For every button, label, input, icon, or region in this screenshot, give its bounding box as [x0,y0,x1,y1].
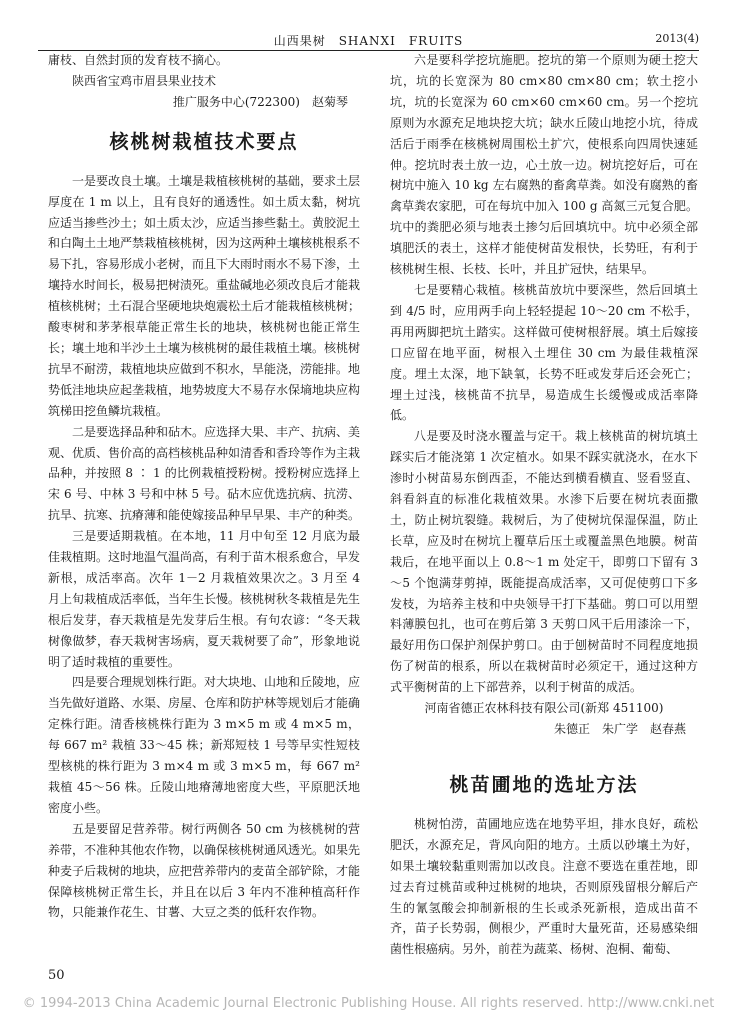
previous-article-author: 推广服务中心(722300) 赵菊琴 [172,94,348,109]
paragraph-variety: 二是要选择品种和砧木。应选择大果、丰产、抗病、美观、优质、售价高的高档核桃品种如清香和香玲等作为主栽品种，并按照 8 ∶ 1 的比例栽植授粉树。授粉树应选择上宋 6 号、中林 3 号和中林 5 号。砧木应优选抗病、抗涝、抗旱、抗寒、抗瘠薄和能使嫁接品种早早果、丰产的种类。 [48,424,361,523]
paragraph-soil: 一是要改良土壤。土壤是栽植核桃树的基础，要求土层厚度在 1 m 以上，且有良好的通透性。如土质太黏，树坑应适当掺些沙土；如土质太沙，应适当掺些黏土。黄胶泥土和白陶土土地严禁栽植核桃树，因为这两种土壤核桃根系不易下扎，容易形成小老树，而且下大雨时雨水不易下渗，土壤持水时间长，极易把树渍死。重盐碱地必须改良后才能栽植核桃树；土石混合坚硬地块炮震松土后才能栽植核桃树；酸枣树和茅茅根草能正常生长的地块，核桃树也能正常生长；壤土地和半沙土土壤为核桃树的最佳栽植土壤。核桃树抗旱不耐涝，栽植地块应做到不积水，旱能浇，涝能排。地势低洼地块应起垄栽植，地势坡度大不易存水保墒地块应构筑梯田挖鱼鳞坑栽植。 [48,173,361,418]
paragraph-nursery-site: 桃树怕涝，苗圃地应选在地势平坦，排水良好，疏松肥沃，水源充足，背风向阳的地方。土质以砂壤土为好，如果土壤较黏重则需加以改良。注意不要选在重茬地，即过去育过桃苗或种过桃树的地块，否则原残留根分解后产生的氰氢酸会抑制新根的生长或杀死新根，造成出苗不齐，苗子长势弱，侧根少，严重时大量死苗，还易感染细菌性根癌病。另外，前茬为蔬菜、杨树、泡桐、葡萄、 [390,816,698,957]
continuation-text: 庸枝、自然封顶的发育枝不摘心。 [48,53,229,67]
paragraph-pit-digging: 六是要科学挖坑施肥。挖坑的第一个原则为硬土挖大坑，坑的长宽深为 80 cm×80 cm×80 cm；软土挖小坑，坑的长宽深为 60 cm×60 cm×60 cm。另一个挖坑原则为水源充足地块挖大坑；缺水丘陵山地挖小坑，待成活后于雨季在核桃树周围松土扩穴，使根系向四周快速延伸。挖坑时表土放一边，心土放一边。树坑挖好后，可在树坑中施入 10 kg 左右腐熟的畜禽草粪。如没有腐熟的畜禽草粪农家肥，可在每坑中加入 100 g 高氮三元复合肥。坑中的粪肥必须与地表土掺匀后回填坑中。坑中必须全部填肥沃的表土，这样才能使树苗发根快，长势旺，有利于核桃树生根、长枝、长叶，并且扩冠快，结果早。 [390,53,698,277]
paragraph-planting: 七是要精心栽植。核桃苗放坑中要深些，然后回填土到 4/5 时，应用两手向上轻轻提起 10～20 cm 不松手，再用两脚把坑土踏实。这样做可使树根舒展。填土后嫁接口应留在地平面，树根入土埋住 30 cm 为最佳栽植深度。埋土太深，地下缺氧，长势不旺或发芽后还会死亡；埋土过浅，核桃苗不抗旱，易造成生长缓慢或成活率降低。 [390,282,698,423]
article-title: 核桃树栽植技术要点 [109,130,299,153]
page-number: 50 [48,968,65,983]
running-header [38,12,699,48]
journal-title: 山西果树 SHANXI FRUITS [273,34,464,48]
issue-number: 2013(4) [655,32,699,45]
paragraph-spacing: 四是要合理规划株行距。对大块地、山地和丘陵地，应当先做好道路、水渠、房屋、仓库和防护林等规划后才能确定株行距。清香核桃株行距为 3 m×5 m 或 4 m×5 m，每 667 m² 栽植 33～45 株；新郑短枝 1 号等早实性短枝型核桃的株行距为 3 m×4 m 或 3 m×5 m，每 667 m² 栽植 45～56 株。丘陵山地瘠薄地密度大些，平原肥沃地密度小些。 [48,675,361,815]
article-affiliation: 河南省德正农林科技有限公司(新郑 451100) [424,701,664,716]
article-authors: 朱德正 朱广学 赵春燕 [553,722,686,736]
paragraph-timing: 三是要适期栽植。在本地，11 月中旬至 12 月底为最佳栽植期。这时地温气温尚高，有利于苗木根系愈合，早发新根，成活率高。次年 1－2 月栽植效果次之。3 月至 4 月上旬栽植成活率低，当年生长慢。核桃树秋冬栽植是先生根后发芽，春天栽植是先发芽后生根。有句农谚：“冬天栽树像做梦，春天栽树害场病，夏天栽树要了命”，形象地说明了适时栽植的重要性。 [48,529,361,669]
left-column [48,50,360,974]
right-column [390,50,698,974]
previous-article-affiliation: 陕西省宝鸡市眉县果业技术 [72,73,217,88]
paragraph-nutrient-belt: 五是要留足营养带。树行两侧各 50 cm 为核桃树的营养带，不准种其他农作物，以确保核桃树通风透光。如果先种麦子后栽树的地块，应把营养带内的麦苗全部铲除，才能保障核桃树正常生长，并且在以后 3 年内不准种植高秆作物，只能兼作花生、甘薯、大豆之类的低秆农作物。 [48,821,361,920]
second-article-title: 桃苗圃地的选址方法 [449,773,639,796]
paragraph-watering: 八是要及时浇水覆盖与定干。栽上核桃苗的树坑填土踩实后才能浇第 1 次定植水。如果不踩实就浇水，在水下渗时小树苗易东倒西歪，不能达到横看横直、竖看竖直、斜看斜直的标准化栽植效果。水渗下后要在树坑表面撒土，防止树坑裂缝。栽树后，为了使树坑保湿保温，防止长草，应及时在树坑上覆草后压土或覆盖黑色地膜。树苗栽后，在地平面以上 0.8～1 m 处定干，即剪口下留有 3～5 个饱满芽剪掉，既能提高成活率，又可促使剪口下多发枝，为培养主枝和中央领导干打下基础。剪口可以用塑料薄膜包扎，也可在剪后第 3 天剪口风干后用漆涂一下，最好用伤口保护剂保护剪口。由于刨树苗时不同程度地损伤了树苗的根系，所以在栽树苗时必须定干，通过这种方式平衡树苗的上下部营养，以利于树苗的成活。 [390,429,698,695]
copyright-watermark: © 1994-2013 China Academic Journal Electronic Publishing House. All rights reserved. http://www.cnki.net [22,996,715,1011]
